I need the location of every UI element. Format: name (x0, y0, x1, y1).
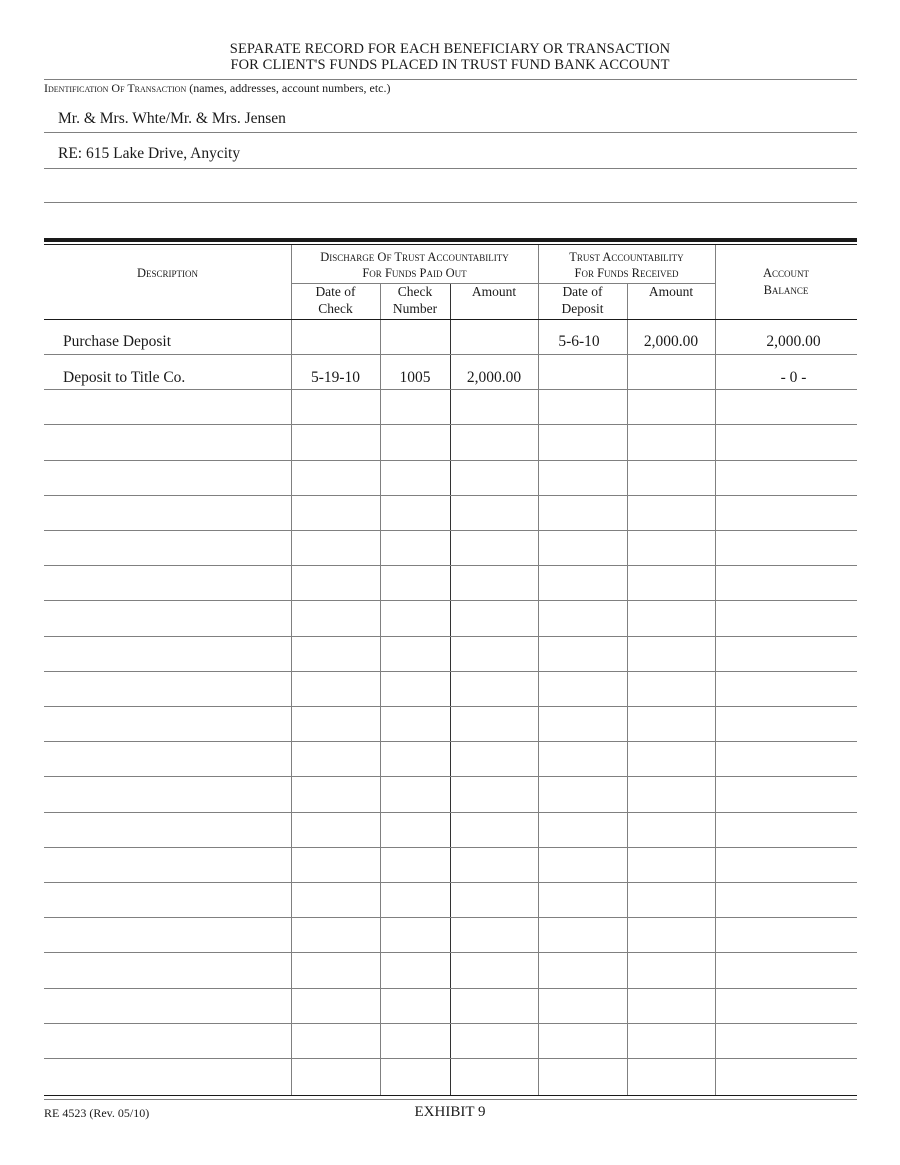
form-title (0, 41, 900, 73)
header-bottom-rule (44, 319, 857, 320)
header-balance-line-1: Account (762, 266, 810, 280)
row-2-amount-out: 2,000.00 (466, 369, 522, 386)
identification-rule-3 (44, 202, 857, 203)
subheader-date-of-check-2: Check (318, 301, 353, 316)
identification-line-2: RE: 615 Lake Drive, Anycity (58, 145, 241, 162)
table-row-rule (44, 600, 857, 601)
subheader-date-of-check-1: Date of (315, 284, 356, 299)
table-row-rule (44, 460, 857, 461)
table-bottom-rule (44, 1095, 857, 1096)
title-line-2: FOR CLIENT'S FUNDS PLACED IN TRUST FUND BANK ACCOUNT (230, 57, 670, 73)
subheader-check-number-1: Check (397, 284, 433, 299)
identification-rule-1 (44, 132, 857, 133)
table-row-rule (44, 530, 857, 531)
identification-label-row (44, 81, 391, 95)
subheader-amount-in: Amount (648, 284, 694, 299)
subheader-date-of-deposit-1: Date of (562, 284, 603, 299)
col-divider-amount-out (538, 245, 539, 1095)
subheader-check-number-2: Number (392, 301, 438, 316)
table-row-rule (44, 565, 857, 566)
table-row-rule (44, 1023, 857, 1024)
subheader-amount-out: Amount (471, 284, 517, 299)
identification-rule-2 (44, 168, 857, 169)
col-divider-amount-in (715, 245, 716, 1095)
exhibit-label: EXHIBIT 9 (414, 1104, 486, 1120)
header-discharge-line-1: Discharge Of Trust Accountability (320, 250, 509, 264)
table-row-rule (44, 776, 857, 777)
col-divider-deposit-date (627, 283, 628, 1095)
title-line-1: SEPARATE RECORD FOR EACH BENEFICIARY OR TRANSACTION (229, 41, 671, 57)
table-row-rule (44, 741, 857, 742)
table-top-border-thin (44, 244, 857, 245)
table-row-rule (44, 706, 857, 707)
subheader-date-of-deposit-2: Deposit (561, 301, 604, 316)
table-row-rule (44, 495, 857, 496)
row-2-balance: - 0 - (780, 369, 807, 386)
identification-label: Identification Of Transaction (44, 81, 187, 95)
row-2-description: Deposit to Title Co. (63, 369, 186, 386)
identification-line-1: Mr. & Mrs. Whte/Mr. & Mrs. Jensen (58, 110, 286, 127)
table-bottom-rule-2 (44, 1099, 857, 1100)
row-1-amount-in: 2,000.00 (643, 333, 699, 350)
table-row-rule (44, 988, 857, 989)
table-row-rule (44, 812, 857, 813)
form-number: RE 4523 (Rev. 05/10) (44, 1106, 150, 1120)
title-underline (44, 79, 857, 80)
table-row-rule (44, 882, 857, 883)
header-trust-line-1: Trust Accountability (569, 250, 684, 264)
row-2-check-date: 5-19-10 (310, 369, 361, 386)
table-row-rule (44, 917, 857, 918)
row-1-deposit-date: 5-6-10 (558, 333, 600, 350)
row-1-balance: 2,000.00 (766, 333, 821, 350)
table-row-rule (44, 389, 857, 390)
table-row-rule (44, 1058, 857, 1059)
header-trust-line-2: For Funds Received (574, 266, 679, 280)
table-row-rule (44, 847, 857, 848)
table-row-rule (44, 952, 857, 953)
col-divider-check-number (450, 283, 451, 1095)
table-row-rule (44, 424, 857, 425)
table-row-rule (44, 671, 857, 672)
table-row-rule (44, 354, 857, 355)
col-divider-check-date (380, 283, 381, 1095)
row-2-check-number: 1005 (399, 369, 431, 386)
identification-hint: (names, addresses, account numbers, etc.) (189, 81, 391, 95)
header-description: Description (136, 266, 199, 280)
header-discharge-line-2: For Funds Paid Out (362, 266, 467, 280)
header-balance-line-2: Balance (763, 283, 809, 297)
row-1-description: Purchase Deposit (63, 333, 172, 350)
table-top-border (44, 238, 857, 242)
table-row-rule (44, 636, 857, 637)
